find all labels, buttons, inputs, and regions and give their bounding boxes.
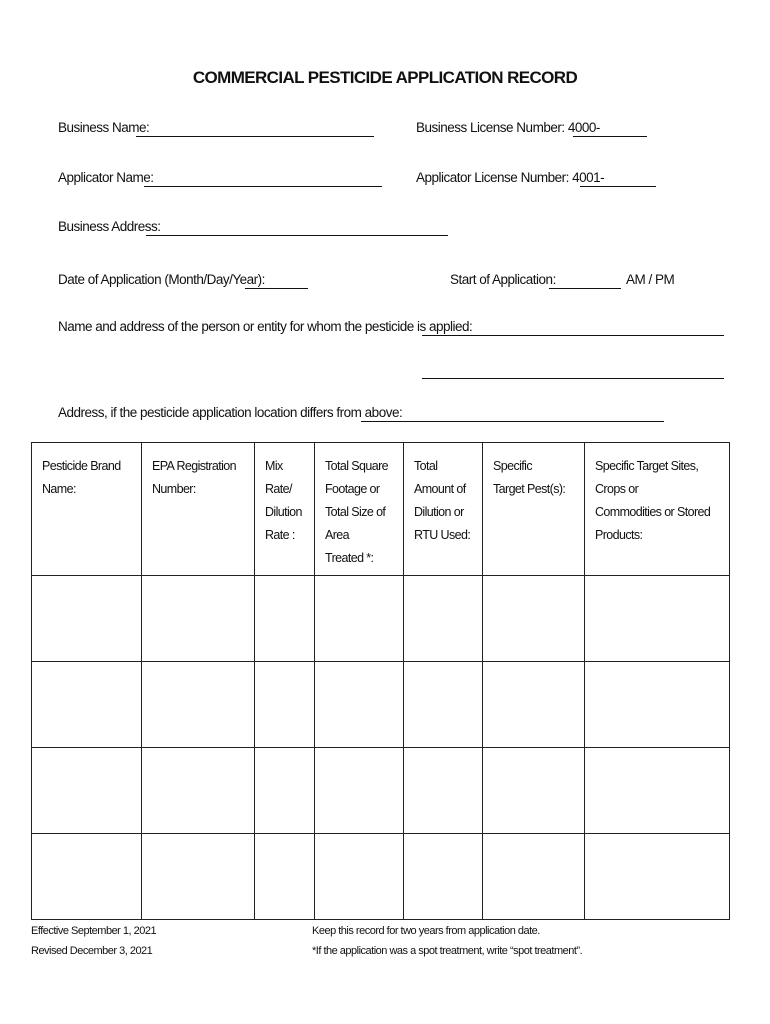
header-epa-registration: EPA Registration Number: xyxy=(142,443,255,576)
table-cell[interactable] xyxy=(255,748,315,834)
page-title: COMMERCIAL PESTICIDE APPLICATION RECORD xyxy=(192,68,578,87)
table-row xyxy=(32,834,730,920)
table-cell[interactable] xyxy=(255,662,315,748)
table-cell[interactable] xyxy=(32,834,142,920)
table-cell[interactable] xyxy=(315,662,404,748)
person-entity-field-line-2[interactable] xyxy=(422,378,724,379)
table-cell[interactable] xyxy=(404,834,483,920)
table-cell[interactable] xyxy=(483,662,585,748)
revised-date: Revised December 3, 2021 xyxy=(31,945,153,957)
applicator-license-label: Applicator License Number: 4001- xyxy=(416,170,605,185)
table-cell[interactable] xyxy=(585,576,730,662)
header-total-amount: Total Amount of Dilution or RTU Used: xyxy=(404,443,483,576)
table-cell[interactable] xyxy=(142,576,255,662)
applicator-license-field[interactable] xyxy=(580,186,656,187)
alt-address-field[interactable] xyxy=(361,421,664,422)
table-row xyxy=(32,662,730,748)
table-cell[interactable] xyxy=(483,576,585,662)
date-of-application-field[interactable] xyxy=(245,288,308,289)
application-record-table xyxy=(31,442,729,918)
business-license-field[interactable] xyxy=(573,136,647,137)
applicator-name-label: Applicator Name: xyxy=(58,170,154,185)
header-target-pests: Specific Target Pest(s): xyxy=(483,443,585,576)
date-of-application-label: Date of Application (Month/Day/Year): xyxy=(58,272,265,287)
header-mix-rate: Mix Rate/ Dilution Rate : xyxy=(255,443,315,576)
table-cell[interactable] xyxy=(255,834,315,920)
start-of-application-field[interactable] xyxy=(549,288,621,289)
header-pesticide-brand: Pesticide Brand Name: xyxy=(32,443,142,576)
footer-dates xyxy=(31,921,156,961)
am-pm-label: AM / PM xyxy=(626,272,675,287)
table-cell[interactable] xyxy=(404,748,483,834)
table-cell[interactable] xyxy=(142,834,255,920)
person-entity-label: Name and address of the person or entity for whom the pesticide is applied: xyxy=(58,319,473,334)
business-name-field[interactable] xyxy=(136,136,374,137)
table-cell[interactable] xyxy=(483,834,585,920)
person-entity-field[interactable] xyxy=(422,335,724,336)
effective-date: Effective September 1, 2021 xyxy=(31,925,157,937)
table-cell[interactable] xyxy=(142,662,255,748)
alt-address-label: Address, if the pesticide application location differs from above: xyxy=(58,405,403,420)
table-cell[interactable] xyxy=(315,834,404,920)
business-license-label: Business License Number: 4000- xyxy=(416,120,600,135)
applicator-name-field[interactable] xyxy=(144,186,382,187)
table-header-row xyxy=(32,443,730,576)
table-cell[interactable] xyxy=(404,662,483,748)
retention-note: Keep this record for two years from application date. xyxy=(312,925,540,937)
table-cell[interactable] xyxy=(32,576,142,662)
header-target-sites: Specific Target Sites, Crops or Commodities or Stored Products: xyxy=(585,443,730,576)
business-name-label: Business Name: xyxy=(58,120,150,135)
table-cell[interactable] xyxy=(315,748,404,834)
business-address-label: Business Address: xyxy=(58,219,161,234)
table-cell[interactable] xyxy=(404,576,483,662)
start-of-application-label: Start of Application: xyxy=(450,272,556,287)
spot-treatment-note: *If the application was a spot treatment, write “spot treatment”. xyxy=(312,945,583,957)
footer-notes xyxy=(312,921,582,961)
business-address-field[interactable] xyxy=(146,235,448,236)
table-cell[interactable] xyxy=(585,834,730,920)
table-cell[interactable] xyxy=(32,662,142,748)
header-total-square-footage: Total Square Footage or Total Size of Area Treated *: xyxy=(315,443,404,576)
table-cell[interactable] xyxy=(483,748,585,834)
table-row xyxy=(32,748,730,834)
table-cell[interactable] xyxy=(32,748,142,834)
table-cell[interactable] xyxy=(585,662,730,748)
table-cell[interactable] xyxy=(142,748,255,834)
table-cell[interactable] xyxy=(315,576,404,662)
table-cell[interactable] xyxy=(585,748,730,834)
table-row xyxy=(32,576,730,662)
table-cell[interactable] xyxy=(255,576,315,662)
